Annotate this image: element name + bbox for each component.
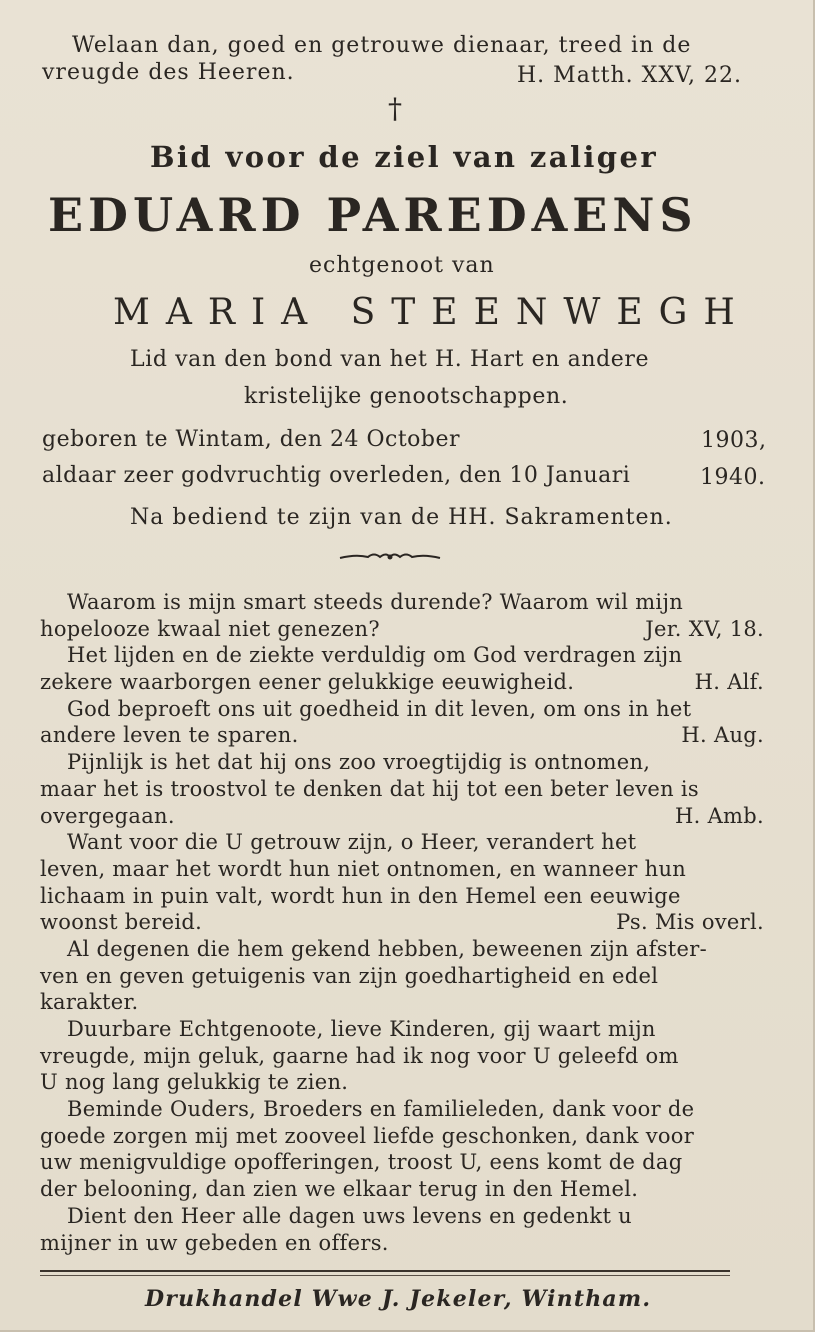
text-line: [40, 829, 764, 856]
line-text: Het lijden en de ziekte verduldig om God verdragen zijn: [67, 643, 683, 668]
line-reference: H. Aug.: [681, 723, 764, 748]
text-line: [40, 776, 764, 803]
line-text: God beproeft ons uit goedheid in dit leven, om ons in het: [67, 696, 692, 721]
line-text: Beminde Ouders, Broeders en familieleden, dank voor de: [67, 1097, 695, 1122]
text-line: [40, 1043, 764, 1070]
text-line: [40, 669, 764, 696]
line-text: hopelooze kwaal niet genezen?: [40, 616, 380, 641]
line-text: leven, maar het wordt hun niet ontnomen, en wanneer hun: [40, 856, 687, 881]
text-line: [40, 883, 764, 910]
membership-line-2: kristelijke genootschappen.: [244, 384, 569, 409]
text-line: [40, 749, 764, 776]
divider-rule: [40, 1270, 730, 1272]
divider-rule-thin: [40, 1275, 730, 1276]
spouse-intro: echtgenoot van: [309, 253, 495, 278]
line-text: Pijnlijk is het dat hij ons zoo vroegtijdig is ontnomen,: [67, 750, 651, 775]
line-text: zekere waarborgen eener gelukkige eeuwigheid.: [40, 670, 575, 695]
text-line: [40, 936, 764, 963]
line-text: Dient den Heer alle dagen uws levens en gedenkt u: [67, 1203, 632, 1228]
birth-text: geboren te Wintam, den 24 October: [42, 427, 461, 452]
text-line: [40, 1203, 764, 1230]
birth-year: 1903,: [701, 428, 767, 453]
epigraph-line-1: Welaan dan, goed en getrouwe dienaar, treed in de: [72, 33, 692, 58]
line-text: lichaam in puin valt, wordt hun in den Hemel een eeuwige: [40, 883, 681, 908]
epigraph-line-2: vreugde des Heeren.: [42, 60, 295, 85]
sacraments-line: Na bediend te zijn van de HH. Sakramenten.: [130, 505, 673, 530]
text-line: [40, 909, 764, 936]
text-line: [40, 856, 764, 883]
cross-icon: †: [388, 92, 402, 125]
line-text: Want voor die U getrouw zijn, o Heer, verandert het: [67, 830, 637, 855]
body-text: [40, 589, 764, 1256]
line-reference: Jer. XV, 18.: [645, 616, 764, 641]
text-line: [40, 616, 764, 643]
line-text: maar het is troostvol te denken dat hij tot een beter leven is: [40, 776, 700, 801]
death-text: aldaar zeer godvruchtig overleden, den 10 Januari: [42, 463, 631, 488]
line-text: Duurbare Echtgenoote, lieve Kinderen, gij waart mijn: [67, 1017, 656, 1041]
epigraph-reference: H. Matth. XXV, 22.: [517, 63, 742, 88]
line-text: U nog lang gelukkig te zien.: [40, 1070, 349, 1095]
text-line: [40, 589, 764, 616]
text-line: [40, 722, 764, 749]
text-line: [40, 1096, 764, 1123]
deceased-name: EDUARD PAREDAENS: [48, 188, 698, 242]
line-text: Al degenen die hem gekend hebben, beweenen zijn afster-: [67, 936, 707, 961]
spouse-name: MARIA STEENWEGH: [113, 292, 751, 333]
text-line: [40, 803, 764, 830]
line-text: overgegaan.: [40, 803, 175, 828]
line-text: ven en geven getuigenis van zijn goedhartigheid en edel: [40, 963, 659, 988]
line-reference: H. Alf.: [694, 670, 764, 695]
text-line: [40, 1230, 764, 1257]
text-line: [40, 989, 764, 1016]
text-line: [40, 963, 764, 990]
line-text: karakter.: [40, 990, 139, 1015]
line-text: uw menigvuldige opofferingen, troost U, eens komt de dag: [40, 1150, 683, 1175]
text-line: [40, 696, 764, 723]
line-reference: Ps. Mis overl.: [616, 910, 764, 935]
text-line: [40, 1176, 764, 1203]
line-text: andere leven te sparen.: [40, 723, 299, 748]
line-text: goede zorgen mij met zooveel liefde geschonken, dank voor: [40, 1123, 695, 1148]
membership-line-1: Lid van den bond van het H. Hart en andere: [130, 347, 650, 372]
text-line: [40, 1123, 764, 1150]
line-text: Waarom is mijn smart steeds durende? Waarom wil mijn: [67, 590, 684, 614]
text-line: [40, 1149, 764, 1176]
text-line: [40, 642, 764, 669]
death-year: 1940.: [700, 465, 766, 490]
text-line: [40, 1016, 764, 1043]
line-reference: H. Amb.: [675, 803, 764, 828]
line-text: vreugde, mijn geluk, gaarne had ik nog voor U geleefd om: [40, 1043, 679, 1068]
prayer-heading: Bid voor de ziel van zaliger: [150, 140, 659, 174]
ornament-divider: [338, 550, 442, 564]
line-text: woonst bereid.: [40, 910, 203, 935]
printer-credit: Drukhandel Wwe J. Jekeler, Wintham.: [145, 1286, 652, 1312]
line-text: der belooning, dan zien we elkaar terug in den Hemel.: [40, 1177, 639, 1202]
line-text: mijner in uw gebeden en offers.: [40, 1230, 389, 1255]
text-line: [40, 1069, 764, 1096]
